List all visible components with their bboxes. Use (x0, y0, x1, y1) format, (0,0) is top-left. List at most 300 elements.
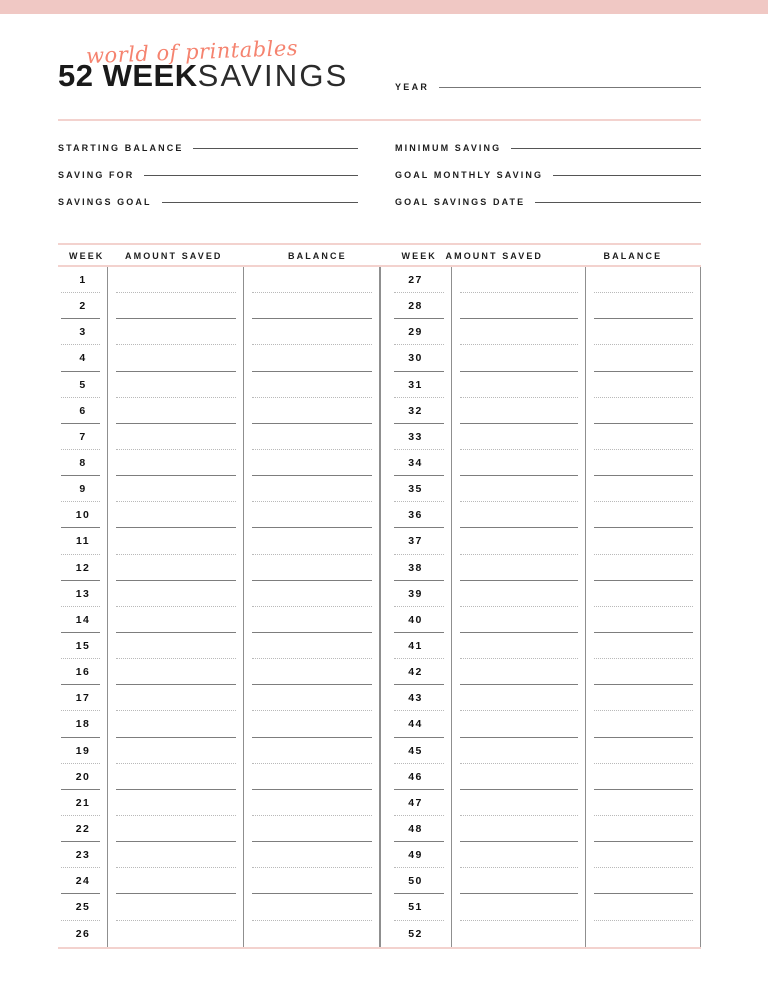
table-row (58, 633, 380, 659)
week-cell (380, 450, 452, 476)
amount-saved-cell[interactable] (452, 921, 586, 947)
amount-saved-cell[interactable] (452, 764, 586, 790)
table-row (380, 555, 702, 581)
table-row (58, 921, 380, 947)
amount-saved-cell[interactable] (452, 555, 586, 581)
week-cell (58, 711, 108, 737)
week-number: 9 (79, 483, 87, 496)
balance-cell[interactable] (586, 790, 702, 816)
week-number: 17 (75, 692, 91, 705)
balance-cell[interactable] (586, 424, 702, 450)
amount-saved-cell[interactable] (108, 319, 244, 345)
amount-saved-cell[interactable] (452, 424, 586, 450)
week-number: 26 (75, 927, 91, 940)
balance-cell[interactable] (586, 764, 702, 790)
balance-cell[interactable] (244, 581, 380, 607)
table-row (58, 738, 380, 764)
page-title-bold: 52 WEEK (58, 58, 198, 93)
amount-saved-cell[interactable] (108, 894, 244, 920)
amount-saved-cell[interactable] (108, 581, 244, 607)
table-row (380, 816, 702, 842)
week-number: 5 (79, 378, 87, 391)
week-cell (58, 293, 108, 319)
table-row (58, 685, 380, 711)
balance-cell[interactable] (586, 607, 702, 633)
week-cell (58, 372, 108, 398)
column-divider (380, 659, 381, 685)
week-cell (380, 659, 452, 685)
balance-cell[interactable] (244, 476, 380, 502)
page-title (58, 60, 349, 91)
table-row (380, 476, 702, 502)
amount-saved-cell[interactable] (108, 842, 244, 868)
balance-cell[interactable] (586, 711, 702, 737)
field-write-line[interactable] (511, 148, 701, 149)
amount-saved-cell[interactable] (108, 476, 244, 502)
balance-cell[interactable] (244, 607, 380, 633)
amount-saved-cell[interactable] (452, 319, 586, 345)
table-row (380, 921, 702, 947)
field-minimum-saving[interactable] (395, 140, 701, 156)
table-row (58, 894, 380, 920)
week-cell (58, 450, 108, 476)
week-number: 8 (79, 457, 87, 470)
column-divider (380, 372, 381, 398)
column-divider (380, 921, 381, 947)
amount-saved-cell[interactable] (108, 372, 244, 398)
week-cell (58, 581, 108, 607)
week-number: 40 (408, 613, 423, 626)
table-row (58, 659, 380, 685)
week-number: 48 (408, 823, 423, 836)
year-field[interactable] (395, 82, 701, 92)
table-row (58, 450, 380, 476)
column-divider (700, 555, 701, 581)
week-cell (58, 476, 108, 502)
balance-cell[interactable] (586, 319, 702, 345)
week-cell (380, 711, 452, 737)
table-row (58, 293, 380, 319)
savings-tables (58, 243, 701, 949)
week-cell (380, 894, 452, 920)
balance-cell[interactable] (586, 842, 702, 868)
column-divider (700, 319, 701, 345)
balance-cell[interactable] (244, 659, 380, 685)
amount-saved-cell[interactable] (452, 476, 586, 502)
week-cell (380, 502, 452, 528)
amount-saved-cell[interactable] (108, 293, 244, 319)
week-number: 10 (75, 509, 91, 522)
field-write-line[interactable] (144, 175, 358, 176)
week-cell (58, 921, 108, 947)
table-row (58, 816, 380, 842)
week-cell (380, 319, 452, 345)
column-divider (380, 450, 381, 476)
amount-saved-cell[interactable] (108, 685, 244, 711)
info-row (58, 167, 701, 194)
table-weeks-27-52 (380, 267, 702, 947)
week-number: 1 (79, 274, 87, 287)
column-divider (700, 528, 701, 554)
table-row (58, 398, 380, 424)
column-divider (700, 764, 701, 790)
amount-saved-cell[interactable] (452, 816, 586, 842)
amount-saved-cell[interactable] (108, 921, 244, 947)
balance-cell[interactable] (244, 398, 380, 424)
balance-cell[interactable] (244, 450, 380, 476)
week-number: 28 (408, 300, 423, 313)
balance-cell[interactable] (586, 659, 702, 685)
table-row (58, 424, 380, 450)
week-number: 4 (79, 352, 87, 365)
week-cell (58, 738, 108, 764)
balance-cell[interactable] (244, 842, 380, 868)
column-divider (700, 502, 701, 528)
week-cell (58, 319, 108, 345)
amount-saved-cell[interactable] (108, 398, 244, 424)
week-number: 33 (408, 430, 423, 443)
balance-cell[interactable] (244, 293, 380, 319)
week-number: 11 (76, 535, 90, 548)
column-divider (380, 894, 381, 920)
week-cell (58, 894, 108, 920)
balance-cell[interactable] (244, 738, 380, 764)
week-cell (58, 868, 108, 894)
masthead-divider (58, 119, 701, 121)
balance-cell[interactable] (244, 528, 380, 554)
week-cell (380, 607, 452, 633)
amount-saved-cell[interactable] (108, 607, 244, 633)
week-number: 32 (408, 404, 423, 417)
balance-cell[interactable] (586, 267, 702, 293)
balance-cell[interactable] (244, 424, 380, 450)
table-row (58, 842, 380, 868)
table-row (58, 581, 380, 607)
amount-saved-cell[interactable] (452, 267, 586, 293)
year-label: YEAR (395, 82, 430, 92)
table-row (380, 868, 702, 894)
balance-cell[interactable] (244, 633, 380, 659)
column-divider (380, 476, 381, 502)
table-row (380, 293, 702, 319)
amount-saved-cell[interactable] (452, 633, 586, 659)
table-row (380, 450, 702, 476)
week-number: 41 (408, 640, 423, 653)
table-row (380, 398, 702, 424)
amount-saved-cell[interactable] (452, 372, 586, 398)
balance-cell[interactable] (586, 685, 702, 711)
week-number: 42 (408, 666, 423, 679)
amount-saved-cell[interactable] (452, 293, 586, 319)
field-label: SAVINGS GOAL (58, 197, 152, 207)
balance-cell[interactable] (586, 372, 702, 398)
balance-cell[interactable] (244, 711, 380, 737)
amount-saved-cell[interactable] (452, 790, 586, 816)
table-row (58, 790, 380, 816)
balance-cell[interactable] (586, 450, 702, 476)
balance-cell[interactable] (244, 319, 380, 345)
column-divider (380, 816, 381, 842)
amount-saved-cell[interactable] (108, 345, 244, 371)
column-divider (380, 607, 381, 633)
field-write-line[interactable] (193, 148, 358, 149)
column-divider (700, 842, 701, 868)
week-cell (58, 633, 108, 659)
week-number: 50 (408, 875, 423, 888)
balance-cell[interactable] (244, 816, 380, 842)
week-number: 24 (75, 875, 91, 888)
week-cell (380, 685, 452, 711)
column-header-amount-saved: AMOUNT SAVED (445, 251, 544, 261)
page-title-light: SAVINGS (197, 58, 349, 93)
balance-cell[interactable] (586, 476, 702, 502)
column-divider (700, 921, 701, 947)
week-cell (380, 372, 452, 398)
week-cell (58, 764, 108, 790)
balance-cell[interactable] (586, 555, 702, 581)
field-write-line[interactable] (162, 202, 358, 203)
balance-cell[interactable] (244, 345, 380, 371)
amount-saved-cell[interactable] (108, 555, 244, 581)
week-cell (58, 685, 108, 711)
column-divider (380, 842, 381, 868)
field-write-line[interactable] (535, 202, 701, 203)
table-row (380, 659, 702, 685)
amount-saved-cell[interactable] (108, 868, 244, 894)
week-number: 3 (79, 326, 87, 339)
column-divider (700, 790, 701, 816)
amount-saved-cell[interactable] (452, 398, 586, 424)
week-number: 52 (408, 927, 423, 940)
column-divider (700, 894, 701, 920)
table-row (58, 267, 380, 293)
column-divider (700, 398, 701, 424)
amount-saved-cell[interactable] (108, 450, 244, 476)
field-savings-goal[interactable] (58, 194, 358, 210)
column-divider (700, 711, 701, 737)
week-number: 43 (408, 692, 423, 705)
balance-cell[interactable] (244, 267, 380, 293)
balance-cell[interactable] (586, 528, 702, 554)
week-cell (380, 790, 452, 816)
week-cell (380, 633, 452, 659)
amount-saved-cell[interactable] (452, 711, 586, 737)
amount-saved-cell[interactable] (452, 581, 586, 607)
field-goal-savings-date[interactable] (395, 194, 701, 210)
column-divider (380, 424, 381, 450)
amount-saved-cell[interactable] (108, 267, 244, 293)
balance-cell[interactable] (244, 685, 380, 711)
column-divider (700, 816, 701, 842)
column-divider (700, 293, 701, 319)
amount-saved-cell[interactable] (452, 607, 586, 633)
column-divider (380, 738, 381, 764)
amount-saved-cell[interactable] (108, 816, 244, 842)
week-number: 49 (408, 849, 423, 862)
amount-saved-cell[interactable] (452, 345, 586, 371)
week-number: 38 (408, 561, 423, 574)
table-row (380, 528, 702, 554)
week-number: 29 (408, 326, 423, 339)
amount-saved-cell[interactable] (452, 528, 586, 554)
column-divider (380, 345, 381, 371)
week-cell (380, 424, 452, 450)
column-divider (700, 738, 701, 764)
week-cell (380, 816, 452, 842)
table-row (58, 372, 380, 398)
week-cell (380, 868, 452, 894)
field-saving-for[interactable] (58, 167, 358, 183)
column-divider (380, 711, 381, 737)
balance-cell[interactable] (586, 894, 702, 920)
week-number: 2 (79, 300, 87, 313)
balance-cell[interactable] (244, 790, 380, 816)
balance-cell[interactable] (586, 633, 702, 659)
amount-saved-cell[interactable] (108, 633, 244, 659)
week-number: 25 (75, 901, 91, 914)
week-cell (58, 607, 108, 633)
column-divider (700, 607, 701, 633)
amount-saved-cell[interactable] (108, 711, 244, 737)
table-row (380, 790, 702, 816)
table-row (380, 633, 702, 659)
week-cell (380, 581, 452, 607)
balance-cell[interactable] (586, 581, 702, 607)
week-number: 7 (79, 430, 87, 443)
week-number: 44 (408, 718, 423, 731)
amount-saved-cell[interactable] (452, 685, 586, 711)
balance-cell[interactable] (586, 738, 702, 764)
balance-cell[interactable] (244, 372, 380, 398)
balance-cell[interactable] (244, 764, 380, 790)
balance-cell[interactable] (244, 894, 380, 920)
column-divider (700, 450, 701, 476)
table-row (380, 607, 702, 633)
field-label: MINIMUM SAVING (395, 143, 502, 153)
column-divider (380, 398, 381, 424)
week-number: 47 (408, 796, 423, 809)
week-number: 35 (408, 483, 423, 496)
week-cell (380, 293, 452, 319)
column-divider (380, 319, 381, 345)
info-fields (58, 140, 701, 221)
column-divider (700, 581, 701, 607)
week-number: 20 (75, 770, 91, 783)
amount-saved-cell[interactable] (452, 502, 586, 528)
amount-saved-cell[interactable] (452, 450, 586, 476)
table-header-left (58, 245, 380, 265)
balance-cell[interactable] (586, 921, 702, 947)
week-cell (380, 738, 452, 764)
amount-saved-cell[interactable] (108, 659, 244, 685)
field-write-line[interactable] (553, 175, 701, 176)
balance-cell[interactable] (244, 868, 380, 894)
field-starting-balance[interactable] (58, 140, 358, 156)
column-divider (380, 502, 381, 528)
column-divider (380, 528, 381, 554)
week-number: 15 (75, 640, 91, 653)
table-row (58, 476, 380, 502)
amount-saved-cell[interactable] (452, 659, 586, 685)
table-row (58, 607, 380, 633)
week-cell (58, 842, 108, 868)
week-number: 30 (408, 352, 423, 365)
field-goal-monthly-saving[interactable] (395, 167, 701, 183)
balance-cell[interactable] (586, 502, 702, 528)
column-header-balance: BALANCE (603, 251, 663, 261)
week-number: 14 (75, 613, 91, 626)
balance-cell[interactable] (244, 555, 380, 581)
table-row (380, 502, 702, 528)
column-divider (380, 293, 381, 319)
balance-cell[interactable] (586, 816, 702, 842)
table-row (58, 319, 380, 345)
week-number: 45 (408, 744, 423, 757)
amount-saved-cell[interactable] (452, 738, 586, 764)
week-cell (58, 345, 108, 371)
year-write-line[interactable] (439, 87, 701, 88)
column-divider (700, 372, 701, 398)
week-cell (380, 921, 452, 947)
balance-cell[interactable] (586, 868, 702, 894)
week-cell (58, 398, 108, 424)
amount-saved-cell[interactable] (108, 502, 244, 528)
column-divider (380, 555, 381, 581)
amount-saved-cell[interactable] (452, 842, 586, 868)
column-divider (700, 345, 701, 371)
column-divider (700, 633, 701, 659)
field-label: GOAL SAVINGS DATE (395, 197, 526, 207)
week-cell (58, 528, 108, 554)
amount-saved-cell[interactable] (108, 738, 244, 764)
column-divider (380, 764, 381, 790)
week-number: 27 (408, 274, 423, 287)
field-label: SAVING FOR (58, 170, 135, 180)
field-label: STARTING BALANCE (58, 143, 184, 153)
amount-saved-cell[interactable] (108, 424, 244, 450)
week-number: 18 (75, 718, 91, 731)
balance-cell[interactable] (586, 345, 702, 371)
masthead (58, 35, 701, 110)
balance-cell[interactable] (244, 921, 380, 947)
table-row (58, 502, 380, 528)
table-row (58, 764, 380, 790)
table-row (380, 894, 702, 920)
table-header-right (380, 245, 702, 265)
column-divider (700, 424, 701, 450)
week-number: 39 (408, 587, 423, 600)
table-body (58, 267, 701, 947)
amount-saved-cell[interactable] (452, 894, 586, 920)
week-number: 34 (408, 457, 423, 470)
table-row (380, 424, 702, 450)
balance-cell[interactable] (244, 502, 380, 528)
week-cell (380, 398, 452, 424)
week-number: 51 (408, 901, 423, 914)
table-row (380, 345, 702, 371)
week-cell (380, 528, 452, 554)
info-row (58, 140, 701, 167)
amount-saved-cell[interactable] (108, 790, 244, 816)
amount-saved-cell[interactable] (452, 868, 586, 894)
week-number: 37 (408, 535, 423, 548)
balance-cell[interactable] (586, 293, 702, 319)
amount-saved-cell[interactable] (108, 764, 244, 790)
balance-cell[interactable] (586, 398, 702, 424)
printable-page (58, 0, 701, 994)
column-header-week: WEEK (401, 251, 437, 261)
amount-saved-cell[interactable] (108, 528, 244, 554)
